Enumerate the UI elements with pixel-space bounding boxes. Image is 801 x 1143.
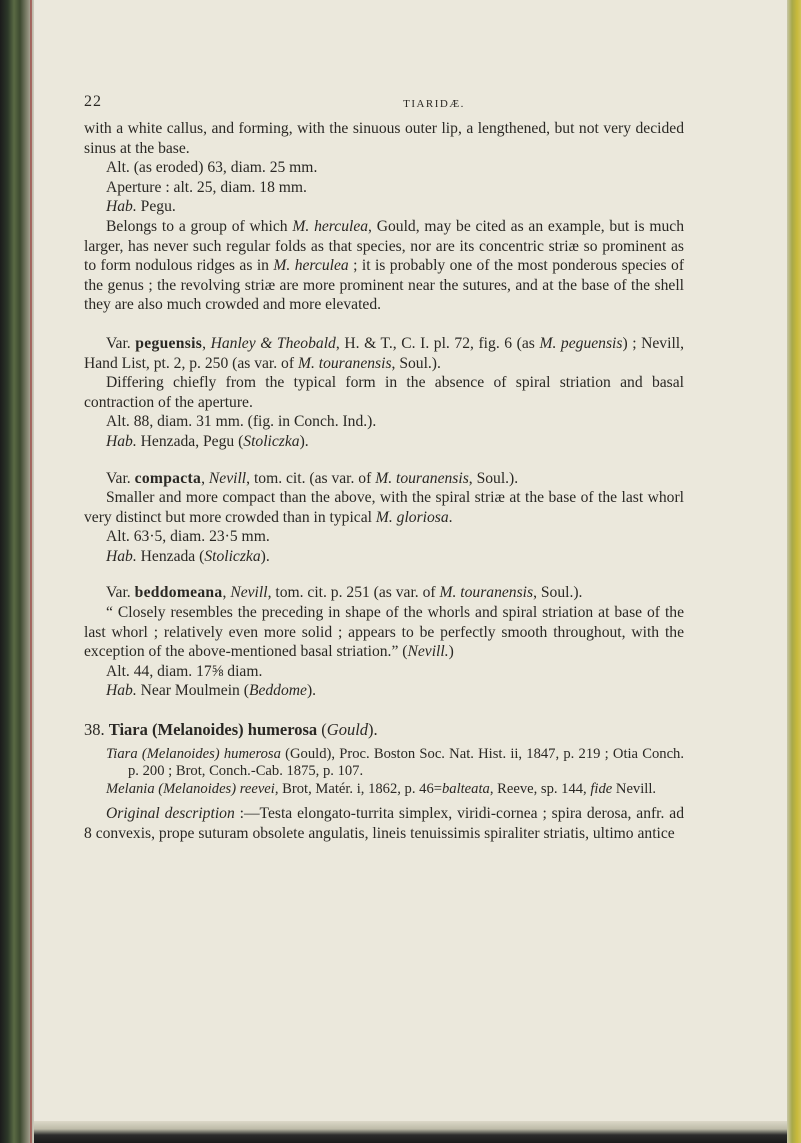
paragraph-continuation: with a white callus, and forming, with the sinuous outer lip, a lengthened, but not very decided sinus at the base.	[84, 120, 684, 157]
binding-seam	[30, 0, 32, 1143]
var-compacta-description: Smaller and more compact than the above, with the spiral striæ at the base of the last whorl very distinct but more crowded than in typical M. gloriosa.	[84, 489, 684, 526]
original-description: Original description :—Testa elongato-turrita simplex, viridi-cornea ; spira derosa, anfr. ad 8 convexis, prope suturam obsolete angulatis, lineis tenuissimis spiraliter striatis, ultimo antice	[84, 805, 684, 842]
remarks-paragraph: Belongs to a group of which M. herculea, Gould, may be cited as an example, but is much larger, has never such regular folds as that species, nor are its concentric striæ so prominent as to form nodulous ridges as in M. herculea ; it is probably one of the most ponderous species of the genus ; the revolving striæ are more prominent near the sutures, and at the base of the shell they are also much crowded and more elevated.	[84, 217, 685, 314]
var-name: compacta	[134, 469, 202, 487]
species-38-heading: 38. Tiara (Melanoides) humerosa (Gould).	[84, 720, 378, 740]
page-header	[84, 92, 784, 112]
var-peguensis-habitat: Hab. Henzada, Pegu (Stoliczka).	[106, 432, 309, 450]
page-body	[84, 119, 684, 844]
var-beddomeana-quote: “ Closely resembles the preceding in shape of the whorls and spiral striation at base of the last whorl ; relatively even more solid ; appears to be perfectly smooth throughout, with the exception of the above-mentioned basal striation.” (Nevill.)	[84, 604, 684, 661]
var-compacta-alt: Alt. 63·5, diam. 23·5 mm.	[106, 528, 270, 546]
var-name: peguensis	[135, 334, 203, 352]
habitat-line	[84, 197, 684, 217]
alt-measure: Alt. (as eroded) 63, diam. 25 mm.	[106, 159, 318, 177]
var-beddomeana-heading: Var. beddomeana, Nevill, tom. cit. p. 251 (as var. of M. touranensis, Soul.).	[106, 584, 583, 602]
page-bottom-edge	[34, 1121, 787, 1143]
hab-value: Pegu.	[140, 198, 176, 216]
synonymy-references	[84, 746, 684, 799]
hab-label: Hab.	[106, 198, 137, 216]
page-right-edge	[787, 0, 801, 1143]
running-head: TIARIDÆ.	[403, 98, 465, 110]
genus: Tiara	[108, 720, 148, 740]
aperture-measure: Aperture : alt. 25, diam. 18 mm.	[106, 178, 307, 196]
var-name: beddomeana	[134, 584, 223, 602]
var-beddomeana-alt: Alt. 44, diam. 17⅝ diam.	[106, 662, 263, 680]
reference-item: Melania (Melanoides) reevei, Brot, Matér. i, 1862, p. 46=balteata, Reeve, sp. 144, fide Nevill.	[106, 780, 657, 797]
var-peguensis-heading: Var. peguensis, Hanley & Theobald, H. & T., C. I. pl. 72, fig. 6 (as M. peguensis) ; Nevill, Hand List, pt. 2, p. 250 (as var. of M. touranensis, Soul.).	[84, 334, 685, 372]
page-binding-edge	[0, 0, 34, 1143]
var-beddomeana-habitat: Hab. Near Moulmein (Beddome).	[106, 682, 317, 700]
var-compacta-heading: Var. compacta, Nevill, tom. cit. (as var. of M. touranensis, Soul.).	[106, 469, 519, 487]
var-compacta-habitat: Hab. Henzada (Stoliczka).	[106, 547, 270, 565]
var-peguensis-alt: Alt. 88, diam. 31 mm. (fig. in Conch. Ind.).	[106, 413, 377, 431]
subgenus: (Melanoides)	[152, 720, 244, 740]
var-peguensis-description: Differing chiefly from the typical form in the absence of spiral striation and basal contraction of the aperture.	[84, 374, 684, 411]
page-number: 22	[84, 93, 102, 110]
species-name: humerosa	[247, 720, 318, 740]
reference-item: Tiara (Melanoides) humerosa (Gould), Proc. Boston Soc. Nat. Hist. ii, 1847, p. 219 ; Otia Conch. p. 200 ; Brot, Conch.-Cab. 1875, p. 107.	[106, 745, 685, 780]
book-page	[34, 0, 787, 1121]
